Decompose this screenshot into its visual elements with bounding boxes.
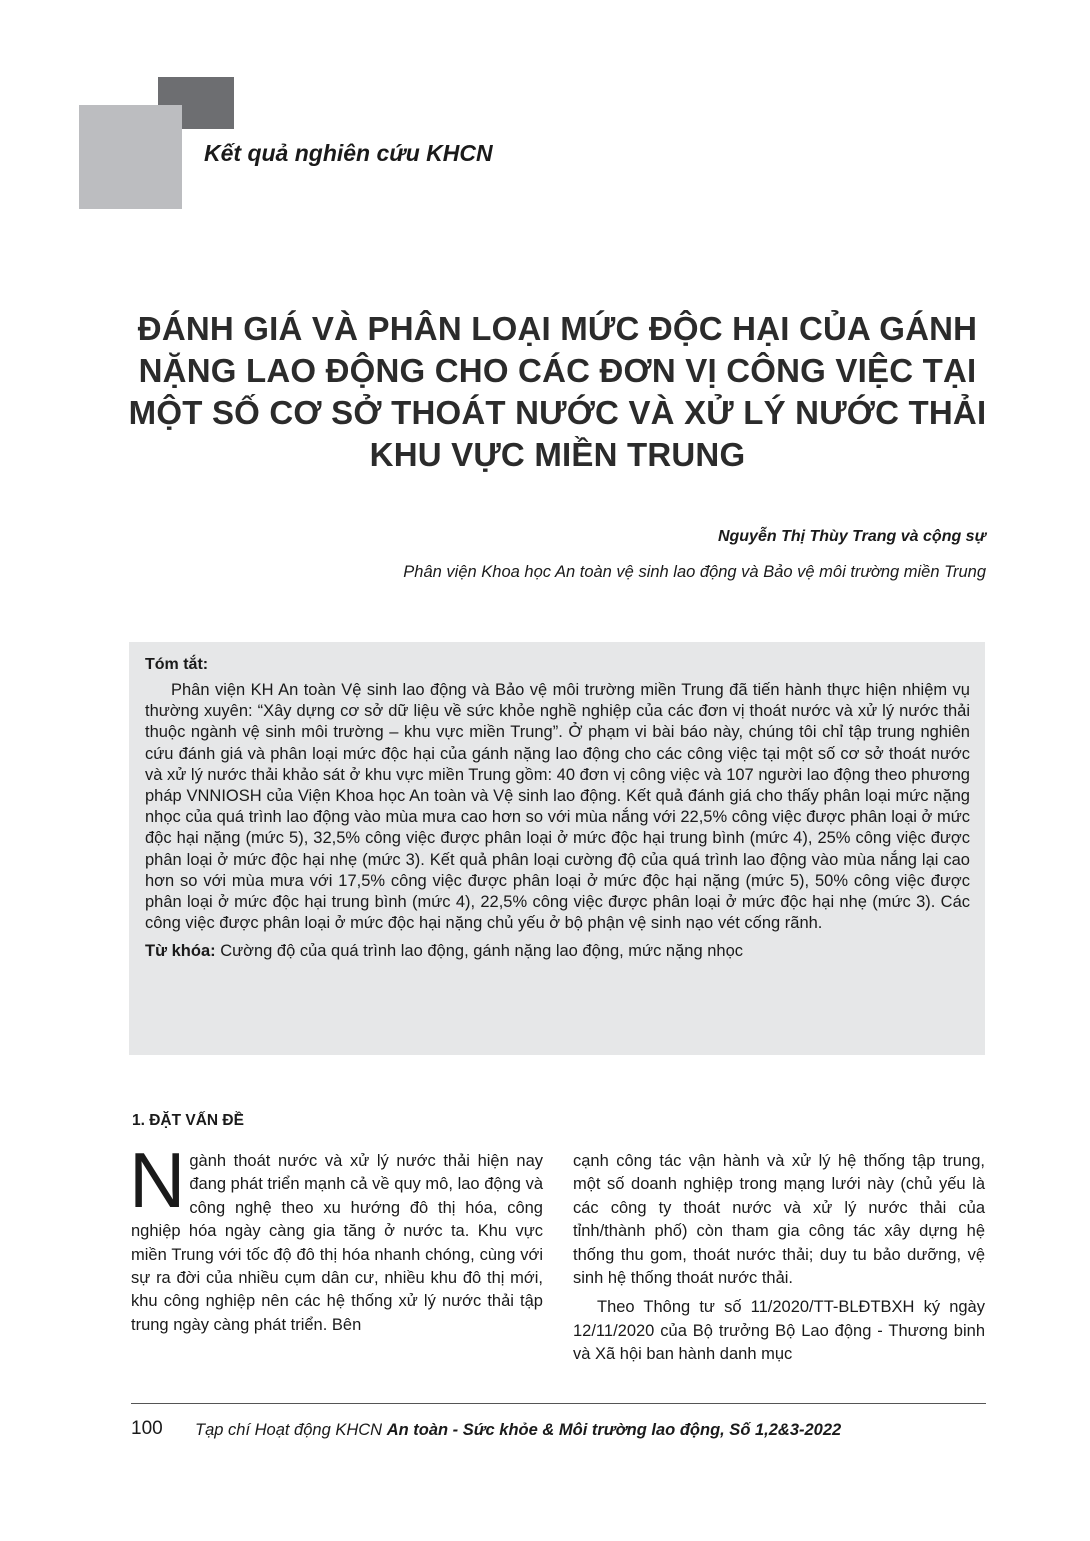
intro-text: gành thoát nước và xử lý nước thải hiện nay đang phát triển mạnh cả về quy mô, lao động và công nghệ theo xu hướng đô thị hóa, công nghiệp hóa ngày càng gia tăng ở nước ta. Khu vực miền Trung với tốc độ đô thị hóa nhanh chóng, cùng với sự ra đời của nhiều cụm dân cư, nhiều khu đô thị mới, khu công nghiệp nên các hệ thống xử lý nước thải tập trung ngày càng phát triển. Bên xyxy=(131,1152,543,1334)
keywords-text: Cường độ của quá trình lao động, gánh nặng lao động, mức nặng nhọc xyxy=(215,942,743,961)
page-number: 100 xyxy=(131,1418,163,1439)
article-title: ĐÁNH GIÁ VÀ PHÂN LOẠI MỨC ĐỘC HẠI CỦA GÁNH NẶNG LAO ĐỘNG CHO CÁC ĐƠN VỊ CÔNG VIỆC TẠI MỘT SỐ CƠ SỞ THOÁT NƯỚC VÀ XỬ LÝ NƯỚC THẢI KHU VỰC MIỀN TRUNG xyxy=(128,310,987,473)
paragraph-circular: Theo Thông tư số 11/2020/TT-BLĐTBXH ký ngày 12/11/2020 của Bộ trưởng Bộ Lao động - Thương binh và Xã hội ban hành danh mục xyxy=(573,1298,985,1364)
affiliation: Phân viện Khoa học An toàn vệ sinh lao động và Bảo vệ môi trường miền Trung xyxy=(403,563,986,581)
journal-footer xyxy=(195,1421,841,1440)
body-column-right xyxy=(573,1150,985,1367)
authors: Nguyễn Thị Thùy Trang và cộng sự xyxy=(717,528,986,545)
keywords xyxy=(145,942,970,961)
abstract-text: Phân viện KH An toàn Vệ sinh lao động và Bảo vệ môi trường miền Trung đã tiến hành thực hiện nhiệm vụ thường xuyên: “Xây dựng cơ sở dữ liệu về sức khỏe nghề nghiệp của các đơn vị thoát nước và xử lý nước thải thuộc ngành vệ sinh môi trường – khu vực miền Trung”. Ở phạm vi bài báo này, chúng tôi chỉ tập trung nghiên cứu đánh giá và phân loại mức độc hại của gánh nặng lao động cho các công việc tại một số cơ sở thoát nước và xử lý nước thải khảo sát ở khu vực miền Trung gồm: 40 đơn vị công việc và 107 người lao động theo phương pháp VNNIOSH của Viện Khoa học An toàn và Vệ sinh lao động. Kết quả đánh giá cho thấy phân loại mức nặng nhọc của quá trình lao động vào mùa mưa cao hơn so với mùa nắng với 22,5% công việc được phân loại ở mức độc hại nặng (mức 5), 32,5% công việc được phân loại ở mức độc hại trung bình (mức 4), 25% công việc được phân loại ở mức độc hại nhẹ (mức 3). Kết quả phân loại cường độ của quá trình lao động vào mùa nắng lại cao hơn so với mùa mưa với 17,5% công việc được phân loại ở mức độc hại nặng (mức 5), 50% công việc được phân loại ở mức độc hại trung bình (mức 4), 22,5% công việc được phân loại ở mức độc hại nhẹ (mức 3). Các công việc được phân loại ở mức độc hại nặng chủ yếu ở bộ phận vệ sinh nạo vét cống rãnh. xyxy=(145,681,970,933)
footer-rule xyxy=(131,1403,986,1404)
intro-paragraph xyxy=(129,1136,543,1337)
abstract-heading: Tóm tắt: xyxy=(145,656,209,673)
paragraph-continued: cạnh công tác vận hành và xử lý hệ thống tập trung, một số doanh nghiệp trong mạng lưới này (chủ yếu là các công ty thoát nước và xử lý nước thải của tỉnh/thành phố) còn tham gia công tác xây dựng hệ thống thu gom, thoát nước thải; duy tu bảo dưỡng, vệ sinh hệ thống thoát nước thải. xyxy=(573,1152,985,1288)
keywords-label: Từ khóa: xyxy=(145,942,216,961)
drop-cap: N xyxy=(129,1136,186,1224)
body-column-left xyxy=(129,1136,543,1337)
journal-name: An toàn - Sức khỏe & Môi trường lao động, Số 1,2&3-2022 xyxy=(386,1421,842,1439)
decorative-square-light xyxy=(79,105,182,209)
abstract-box xyxy=(129,642,985,1055)
section-heading: 1. ĐẶT VẤN ĐỀ xyxy=(132,1112,244,1129)
section-label: Kết quả nghiên cứu KHCN xyxy=(204,140,493,166)
journal-prefix: Tạp chí Hoạt động KHCN xyxy=(195,1421,387,1439)
